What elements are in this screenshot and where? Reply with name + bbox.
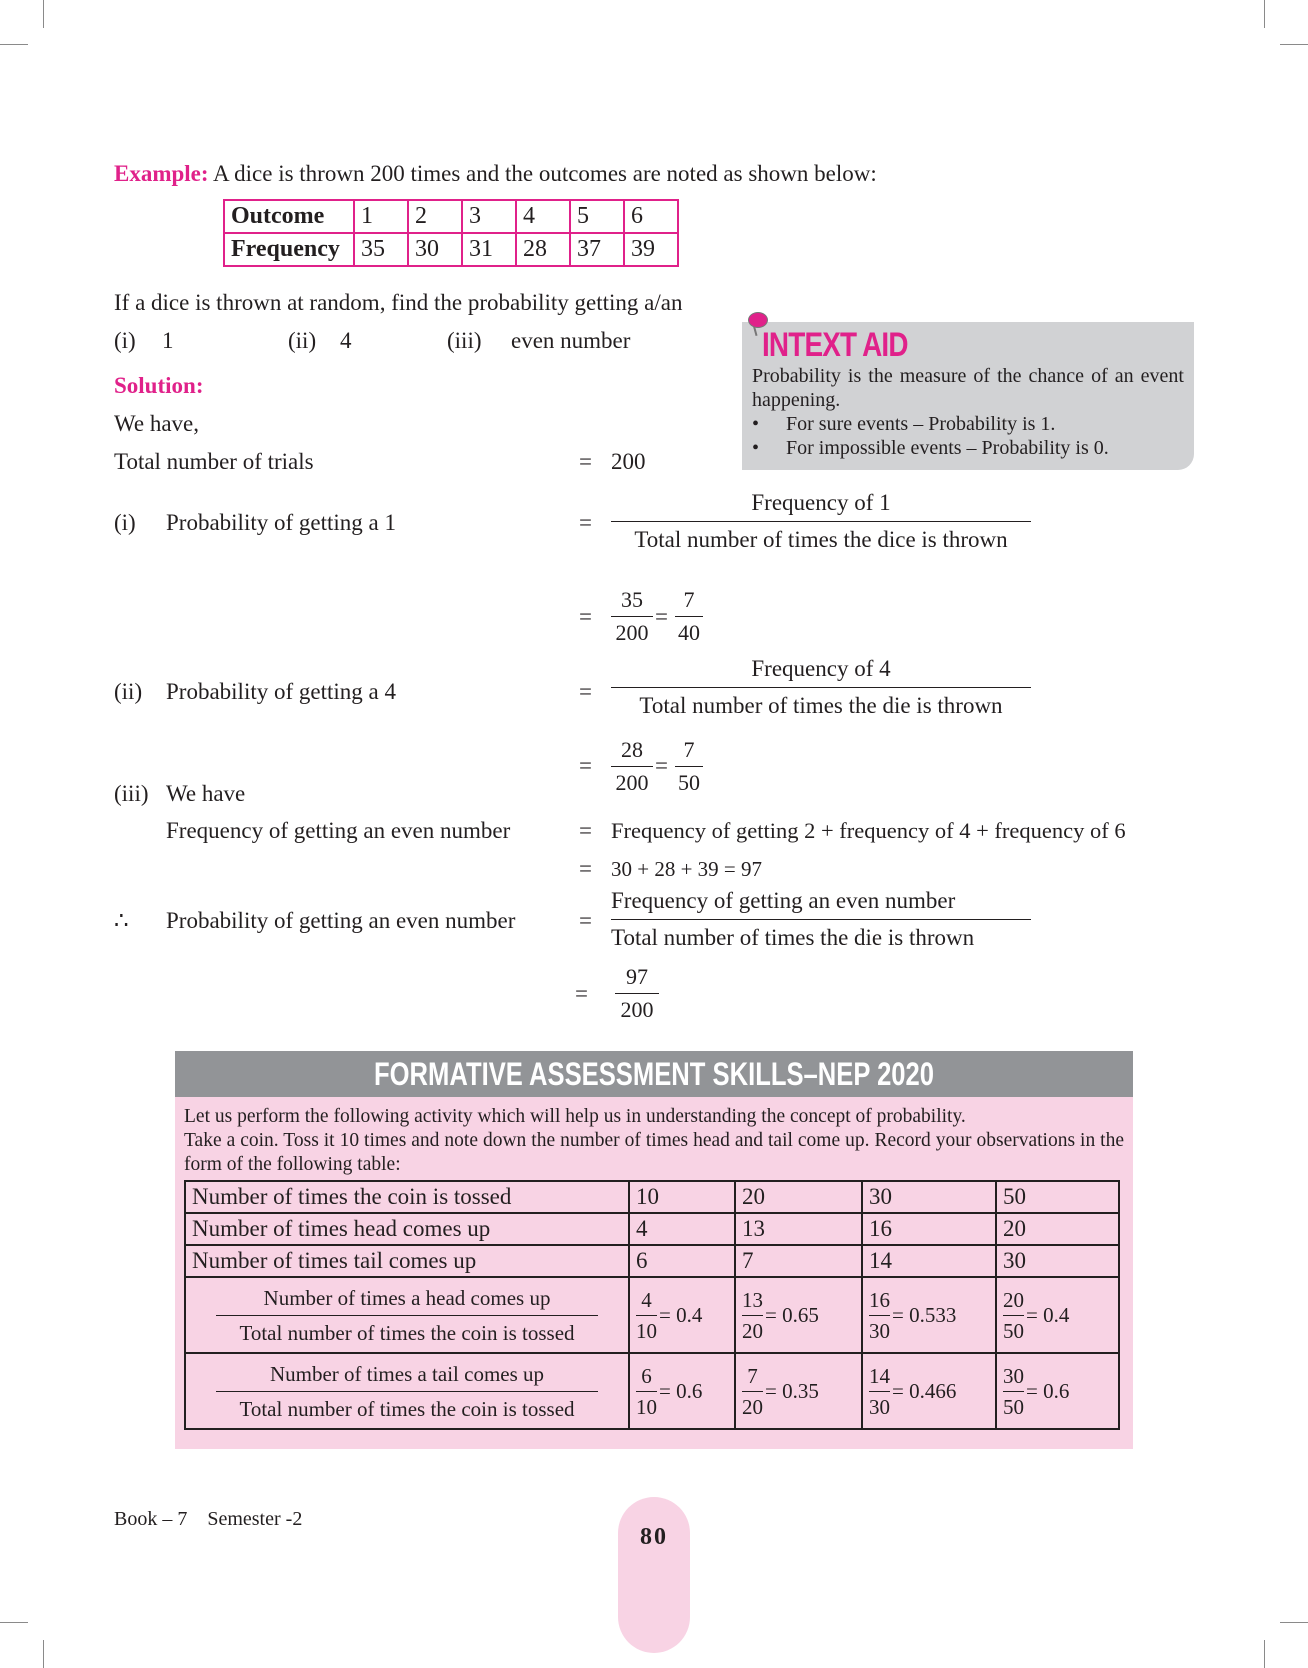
part-i-fraction-a: 35 200: [611, 588, 653, 645]
equals-sign: =: [575, 981, 588, 1006]
even-probability-label: Probability of getting an even number: [166, 908, 516, 933]
row-label: Number of times tail comes up: [185, 1245, 629, 1277]
part-ii-label: Probability of getting a 4: [166, 679, 396, 704]
example-line: [114, 160, 877, 188]
table-cell: $\frac{30}{50}$ = 0.6: [996, 1353, 1119, 1429]
outcome-cell: 4: [516, 200, 570, 233]
table-cell: 4: [629, 1213, 735, 1245]
table-cell: 50: [996, 1181, 1119, 1213]
fraction-numerator: Frequency of 4: [751, 656, 891, 681]
part-ii-fraction-a: 28 200: [611, 738, 653, 795]
formative-line-2: Take a coin. Toss it 10 times and note down the number of times head and tail come up. Record your observations in the form of the following table:: [184, 1130, 1124, 1175]
table-row: [185, 1213, 1119, 1245]
crop-mark: [0, 44, 28, 45]
frequency-cell: 35: [354, 233, 408, 266]
bullet-icon: •: [752, 437, 760, 459]
page-number: 80: [640, 1524, 668, 1550]
table-cell: 20: [996, 1213, 1119, 1245]
equals-sign: =: [655, 604, 668, 629]
outcome-cell: 6: [624, 200, 678, 233]
table-cell: $\frac{16}{30}$ = 0.533: [862, 1277, 996, 1353]
intext-aid-box: [742, 322, 1194, 470]
frequency-cell: 30: [408, 233, 462, 266]
equals-sign: =: [655, 753, 668, 778]
formative-assessment-title: FORMATIVE ASSESSMENT SKILLS–NEP 2020: [373, 1056, 934, 1092]
row-label: [185, 1353, 629, 1429]
table-cell: $\frac{20}{50}$ = 0.4: [996, 1277, 1119, 1353]
equals-sign: =: [579, 449, 592, 474]
outcome-header: Outcome: [224, 200, 354, 233]
equals-sign: =: [579, 753, 592, 778]
question-part-iii-num: (iii): [447, 328, 482, 353]
question-part-iii-text: even number: [511, 328, 631, 353]
intext-aid-bullets: [752, 412, 1109, 460]
fraction-bar: [611, 687, 1031, 688]
example-label: Example:: [114, 161, 209, 186]
fraction-bar: [611, 521, 1031, 522]
footer-book-info: [114, 1508, 302, 1531]
equals-sign: =: [579, 908, 592, 933]
intext-aid-bullet: • For sure events – Probability is 1.: [752, 413, 1056, 435]
pushpin-icon: [748, 312, 768, 328]
question-part-ii-num: (ii): [288, 328, 317, 353]
equals-sign: =: [579, 604, 592, 629]
page-number-tab: [618, 1497, 690, 1653]
part-ii-fraction: [611, 655, 1031, 720]
table-cell: 20: [735, 1181, 862, 1213]
part-iii-we-have: We have: [166, 781, 246, 806]
table-cell: $\frac{4}{10}$ = 0.4: [629, 1277, 735, 1353]
table-row: [185, 1277, 1119, 1353]
bullet-icon: •: [752, 413, 760, 435]
table-row: [185, 1181, 1119, 1213]
table-row: [185, 1245, 1119, 1277]
question-part-i-text: 1: [162, 328, 174, 353]
formative-assessment-box: [175, 1097, 1133, 1449]
fraction-numerator: Frequency of getting an even number: [611, 888, 956, 913]
intext-aid-title: INTEXT AID: [762, 326, 908, 364]
question-part-i-num: (i): [114, 328, 136, 353]
trials-value: 200: [611, 449, 646, 474]
row-label: Number of times the coin is tossed: [185, 1181, 629, 1213]
outcome-cell: 5: [570, 200, 624, 233]
equals-sign: =: [579, 510, 592, 535]
outcome-row: [224, 200, 678, 233]
formative-line-1: Let us perform the following activity which will help us in understanding the concept of probability.: [184, 1106, 966, 1127]
question-text: If a dice is thrown at random, find the probability getting a/an: [114, 290, 683, 315]
table-row: [185, 1353, 1119, 1429]
fraction-bar: [611, 919, 1031, 920]
frequency-row: [224, 233, 678, 266]
example-text: A dice is thrown 200 times and the outcomes are noted as shown below:: [213, 161, 877, 186]
fraction-denominator: Total number of times the dice is thrown: [634, 527, 1008, 552]
part-ii-num: (ii): [114, 679, 143, 704]
footer-semester: Semester -2: [207, 1508, 303, 1530]
crop-mark: [1264, 0, 1265, 28]
label-fraction: Number of times a tail comes up Total number of times the coin is tossed: [192, 1362, 622, 1421]
table-cell: 16: [862, 1213, 996, 1245]
equals-sign: =: [579, 856, 592, 881]
solution-label: Solution:: [114, 373, 204, 398]
equals-sign: =: [579, 679, 592, 704]
crop-mark: [43, 0, 44, 28]
part-i-label: Probability of getting a 1: [166, 510, 396, 535]
part-iii-result-fraction: 97 200: [615, 965, 659, 1022]
intext-aid-body: Probability is the measure of the chance of an event happening.: [752, 365, 1184, 411]
solution-we-have: We have,: [114, 411, 199, 436]
intext-aid-bullet: • For impossible events – Probability is 0.: [752, 437, 1109, 459]
even-frequency-expression: Frequency of getting 2 + frequency of 4 + frequency of 6: [611, 818, 1126, 843]
table-cell: $\frac{13}{20}$ = 0.65: [735, 1277, 862, 1353]
label-fraction: Number of times a head comes up Total number of times the coin is tossed: [192, 1286, 622, 1345]
outcome-cell: 3: [462, 200, 516, 233]
part-iii-fraction: [611, 887, 1031, 952]
outcome-cell: 2: [408, 200, 462, 233]
coin-toss-table: [184, 1180, 1120, 1430]
row-label: Number of times head comes up: [185, 1213, 629, 1245]
table-cell: 6: [629, 1245, 735, 1277]
table-cell: $\frac{6}{10}$ = 0.6: [629, 1353, 735, 1429]
crop-mark: [1280, 1622, 1308, 1623]
table-cell: 10: [629, 1181, 735, 1213]
row-label: [185, 1277, 629, 1353]
part-i-num: (i): [114, 510, 136, 535]
fraction-numerator: Frequency of 1: [751, 490, 891, 515]
frequency-cell: 28: [516, 233, 570, 266]
table-cell: 14: [862, 1245, 996, 1277]
crop-mark: [1264, 1640, 1265, 1668]
crop-mark: [1280, 44, 1308, 45]
formative-assessment-header: [175, 1051, 1133, 1097]
even-frequency-label: Frequency of getting an even number: [166, 818, 511, 843]
formative-instructions: [184, 1105, 1124, 1177]
dice-frequency-table: [223, 199, 679, 267]
outcome-cell: 1: [354, 200, 408, 233]
fraction-denominator: Total number of times the die is thrown: [611, 925, 975, 950]
frequency-cell: 37: [570, 233, 624, 266]
table-cell: 30: [996, 1245, 1119, 1277]
part-i-fraction: [611, 489, 1031, 554]
frequency-cell: 31: [462, 233, 516, 266]
even-frequency-sum: 30 + 28 + 39 = 97: [611, 857, 763, 881]
part-i-fraction-b: 7 40: [675, 588, 703, 645]
fraction-denominator: Total number of times the die is thrown: [639, 693, 1003, 718]
part-ii-fraction-b: 7 50: [675, 738, 703, 795]
question-part-ii-text: 4: [340, 328, 352, 353]
footer-book: Book – 7: [114, 1508, 188, 1530]
table-cell: 13: [735, 1213, 862, 1245]
frequency-header: Frequency: [224, 233, 354, 266]
table-cell: $\frac{14}{30}$ = 0.466: [862, 1353, 996, 1429]
trials-label: Total number of trials: [114, 449, 314, 474]
part-iii-num: (iii): [114, 781, 149, 806]
table-cell: $\frac{7}{20}$ = 0.35: [735, 1353, 862, 1429]
crop-mark: [43, 1640, 44, 1668]
crop-mark: [0, 1622, 28, 1623]
equals-sign: =: [579, 818, 592, 843]
table-cell: 7: [735, 1245, 862, 1277]
therefore-symbol: ∴: [114, 908, 129, 933]
frequency-cell: 39: [624, 233, 678, 266]
table-cell: 30: [862, 1181, 996, 1213]
